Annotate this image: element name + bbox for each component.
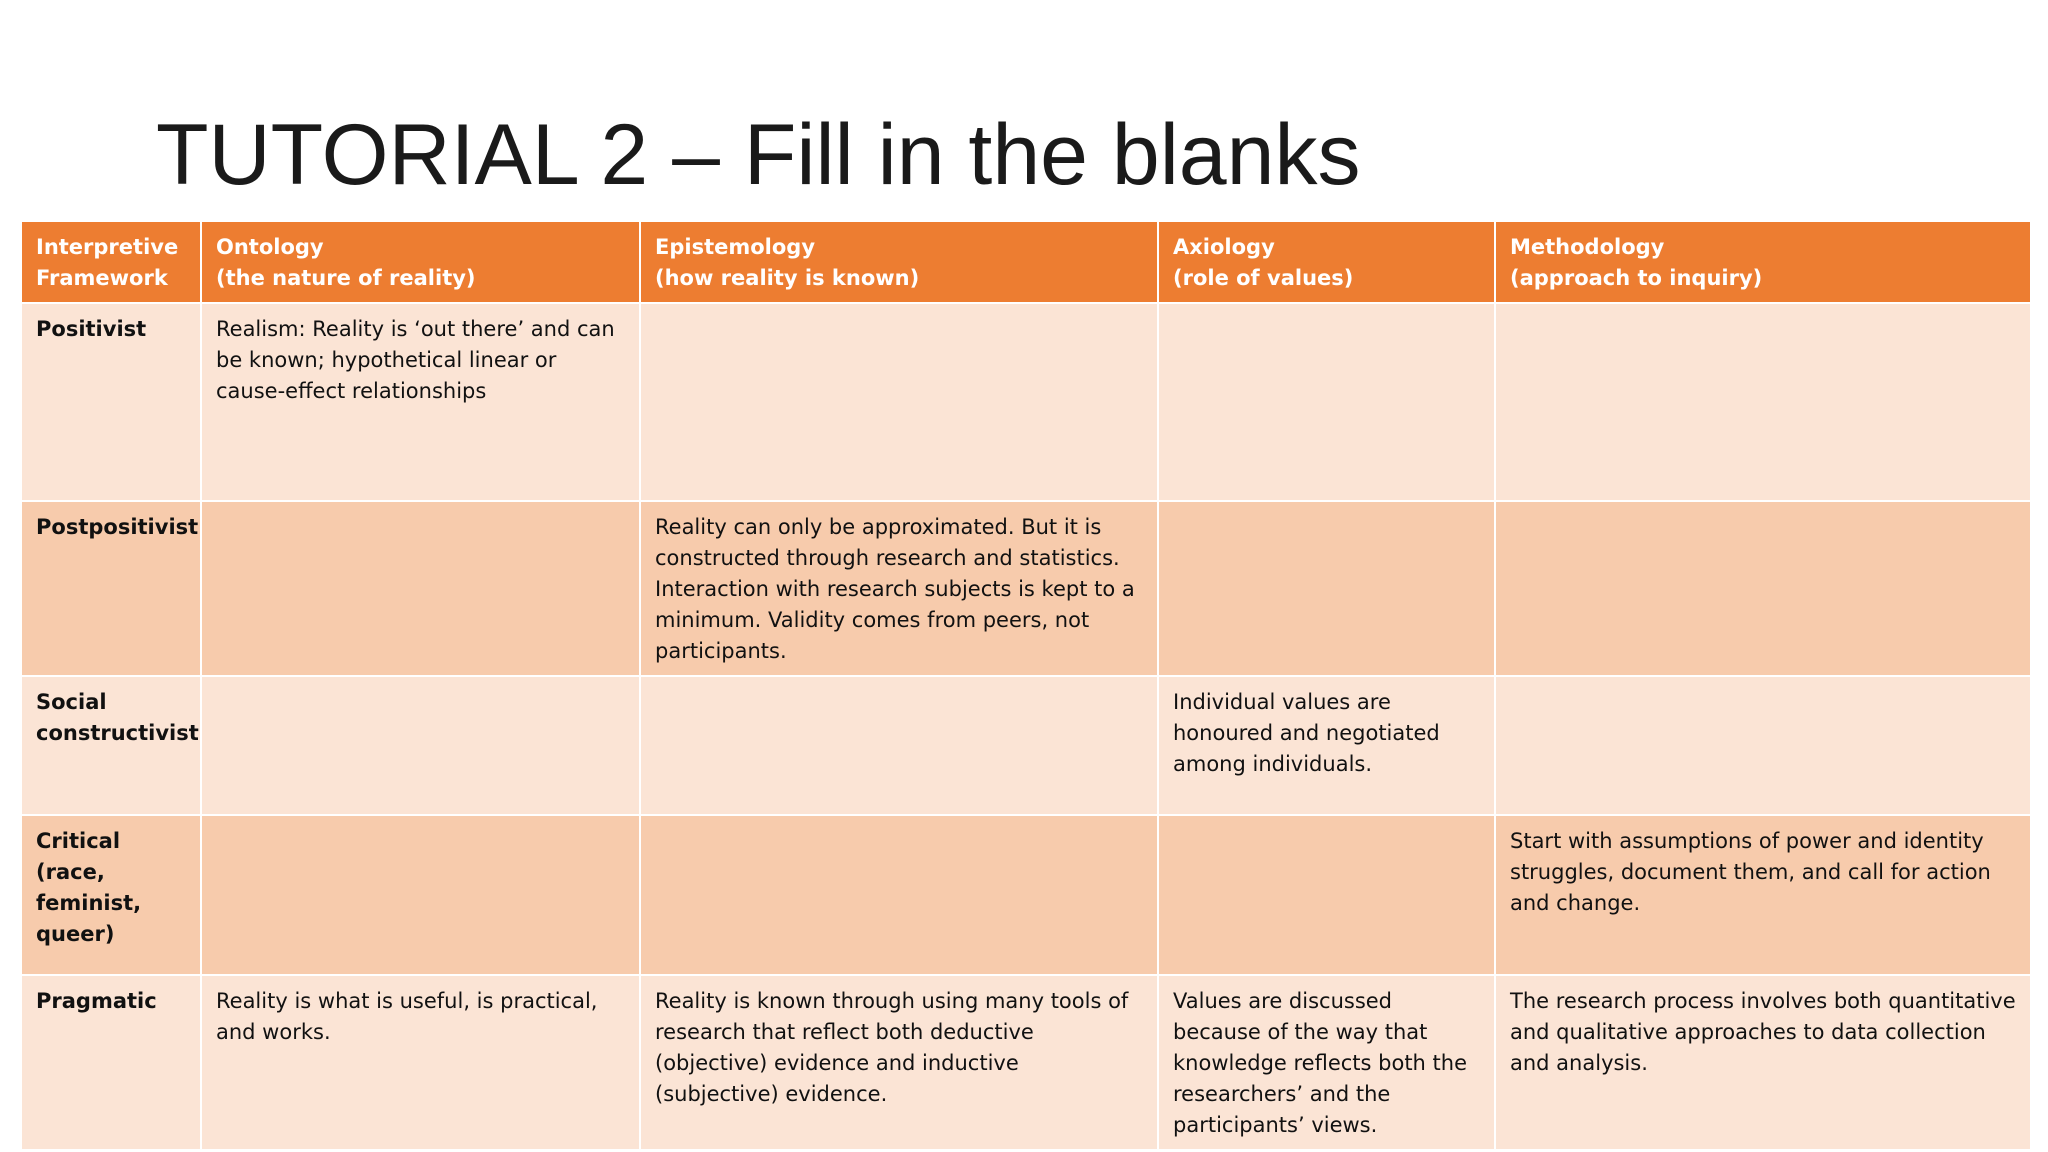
framework-cell: Pragmatic [21,975,201,1150]
ontology-cell: Realism: Reality is ‘out there’ and can be known; hypothetical linear or cause-effect relationships [201,303,640,501]
header-methodology [1495,221,2031,303]
header-axiology [1158,221,1495,303]
framework-cell: Social constructivist [21,676,201,815]
header-label: Methodology [1510,235,1665,259]
header-sublabel: (the nature of reality) [216,266,476,290]
methodology-cell [1495,676,2031,815]
methodology-cell [1495,501,2031,676]
framework-cell: Postpositivist [21,501,201,676]
axiology-cell [1158,303,1495,501]
framework-cell: Positivist [21,303,201,501]
header-epistemology [640,221,1158,303]
slide-title: TUTORIAL 2 – Fill in the blanks [156,107,1361,203]
header-sublabel: (how reality is known) [655,266,920,290]
header-sublabel: (approach to inquiry) [1510,266,1763,290]
ontology-cell [201,815,640,975]
table-row-critical [21,815,2031,975]
axiology-cell [1158,501,1495,676]
table-row-positivist [21,303,2031,501]
methodology-cell [1495,303,2031,501]
header-ontology [201,221,640,303]
epistemology-cell [640,815,1158,975]
epistemology-cell: Reality can only be approximated. But it is constructed through research and statistics. Interaction with research subjects is kept to a minimum. Validity comes from peers, not participants. [640,501,1158,676]
epistemology-cell [640,303,1158,501]
header-sublabel: (role of values) [1173,266,1354,290]
axiology-cell: Values are discussed because of the way that knowledge reflects both the researchers’ and the participants’ views. [1158,975,1495,1150]
frameworks-table [20,220,2032,1151]
header-label: Ontology [216,235,324,259]
methodology-cell: The research process involves both quantitative and qualitative approaches to data collection and analysis. [1495,975,2031,1150]
header-label: Epistemology [655,235,816,259]
table-row-social-constructivist [21,676,2031,815]
header-label: Interpretive [36,235,179,259]
ontology-cell: Reality is what is useful, is practical, and works. [201,975,640,1150]
framework-cell: Critical (race, feminist, queer) [21,815,201,975]
ontology-cell [201,501,640,676]
axiology-cell [1158,815,1495,975]
ontology-cell [201,676,640,815]
header-interpretive-framework [21,221,201,303]
table-header-row [21,221,2031,303]
epistemology-cell [640,676,1158,815]
header-sublabel: Framework [36,266,168,290]
table-row-postpositivist [21,501,2031,676]
methodology-cell: Start with assumptions of power and identity struggles, document them, and call for action and change. [1495,815,2031,975]
axiology-cell: Individual values are honoured and negotiated among individuals. [1158,676,1495,815]
epistemology-cell: Reality is known through using many tools of research that reflect both deductive (objective) evidence and inductive (subjective) evidence. [640,975,1158,1150]
header-label: Axiology [1173,235,1275,259]
table-row-pragmatic [21,975,2031,1150]
